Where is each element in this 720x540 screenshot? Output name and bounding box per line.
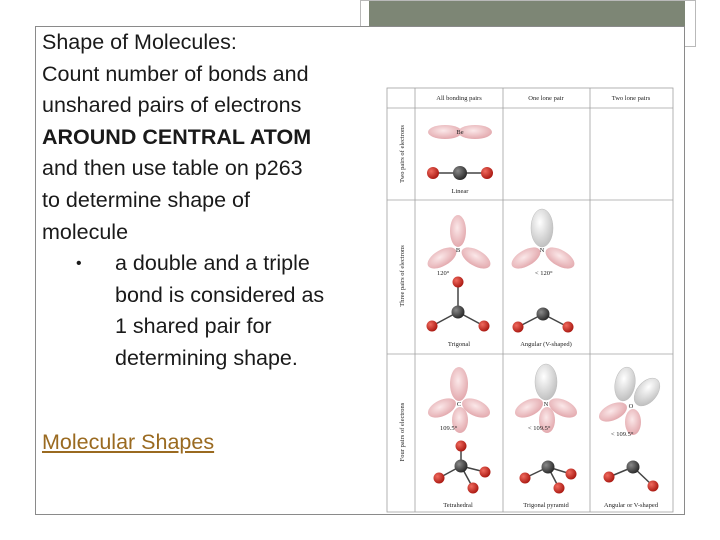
shape-name-trigonal: Trigonal (447, 341, 471, 348)
bullet-item (42, 248, 362, 374)
shapes-table-svg (385, 86, 675, 514)
header-all-bonding: All bonding pairs (436, 95, 482, 102)
text-line-3: unshared pairs of electrons (42, 93, 302, 118)
row-label-four-pairs: Four pairs of electrons (399, 402, 406, 462)
bent-three-orbital-model (508, 209, 578, 277)
atom-label-n-row3: N (543, 401, 549, 408)
bent-four-orbital-model (596, 366, 665, 438)
linear-orbital-model (428, 125, 492, 139)
molecular-shapes-table-image (385, 86, 675, 514)
tetrahedral-ball-model (434, 441, 491, 494)
bullet-dot: • (76, 255, 82, 273)
shape-name-angular-v: Angular (V-shaped) (520, 341, 572, 348)
bent-four-ball-model (604, 461, 659, 492)
row-label-three-pairs: Three pairs of electrons (399, 245, 406, 307)
bullet-line-2: bond is considered as (115, 282, 325, 307)
angle-120: 120° (437, 270, 450, 277)
pyramid-orbital-model (512, 364, 580, 433)
atom-label-b: B (455, 247, 461, 254)
angle-109-5: 109.5° (440, 425, 458, 432)
text-line-7: molecule (42, 219, 129, 244)
shape-name-linear: Linear (451, 188, 469, 195)
linear-ball-model (427, 166, 493, 180)
body-text (42, 27, 362, 375)
bullet-line-4: determining shape. (115, 345, 298, 370)
bullet-line-1: a double and a triple (115, 251, 310, 276)
atom-label-n-row2: N (539, 247, 545, 254)
bent-three-ball-model (513, 308, 574, 333)
row-label-two-pairs: Two pairs of electrons (399, 125, 406, 183)
angle-less-109-5-a: < 109.5° (528, 425, 551, 432)
header-two-lone: Two lone pairs (611, 95, 651, 102)
text-line-2: Count number of bonds and (42, 61, 309, 86)
angle-less-120: < 120° (535, 270, 553, 277)
atom-label-o: O (628, 403, 634, 410)
tetrahedral-orbital-model (425, 367, 493, 433)
text-line-5: and then use table on p263 (42, 156, 303, 181)
angle-less-109-5-b: < 109.5° (611, 431, 634, 438)
atom-label-c: C (456, 401, 462, 408)
shape-name-angular-v-shaped: Angular or V-shaped (603, 502, 659, 509)
trigonal-ball-model (427, 277, 490, 332)
text-line-1: Shape of Molecules: (42, 30, 237, 54)
bullet-line-3: 1 shared pair for (115, 314, 272, 339)
header-one-lone: One lone pair (528, 95, 564, 102)
text-line-6: to determine shape of (42, 187, 250, 212)
text-line-4: AROUND CENTRAL ATOM (42, 124, 312, 149)
shape-name-tetrahedral: Tetrahedral (443, 502, 473, 509)
shape-name-trigonal-pyramid: Trigonal pyramid (523, 502, 569, 509)
atom-label-be: Be (456, 129, 464, 136)
trigonal-orbital-model (424, 215, 494, 277)
table-grid (387, 88, 673, 512)
pyramid-ball-model (520, 461, 577, 494)
molecular-shapes-link[interactable]: Molecular Shapes (42, 430, 215, 454)
